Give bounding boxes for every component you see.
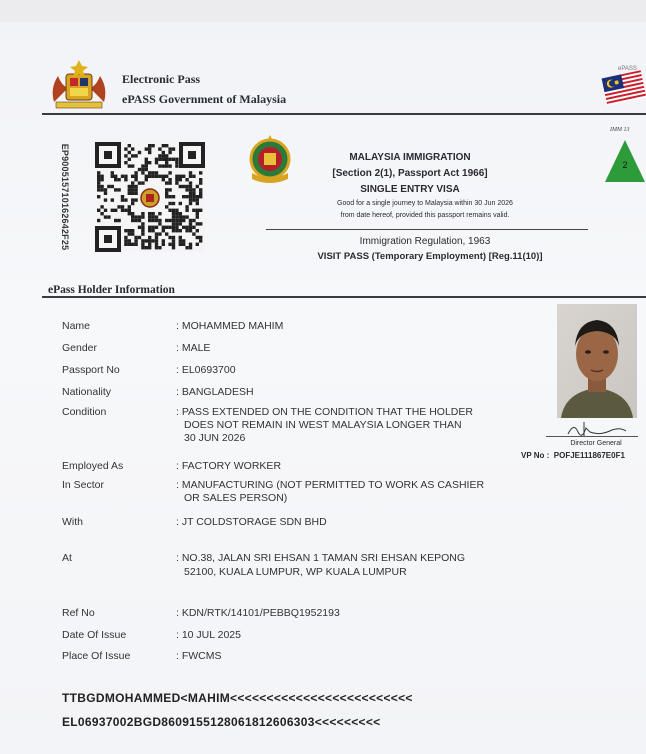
date-label: Date Of Issue xyxy=(62,629,127,641)
employed-label: Employed As xyxy=(62,460,124,472)
category-triangle-icon xyxy=(604,138,646,184)
passport-value: : EL0693700 xyxy=(176,364,236,376)
immigration-seal-icon xyxy=(246,133,294,185)
triangle-number: 2 xyxy=(622,160,628,170)
condition-line-3: 30 JUN 2026 xyxy=(184,432,246,444)
director-general-title: Director General xyxy=(570,440,622,447)
validity-line-1: Good for a single journey to Malaysia within 30 Jun 2026 xyxy=(337,200,513,207)
condition-label: Condition xyxy=(62,406,107,418)
gender-value: : MALE xyxy=(176,342,211,354)
holder-section-divider xyxy=(42,296,646,298)
header-divider xyxy=(42,113,646,115)
condition-line-1: : PASS EXTENDED ON THE CONDITION THAT THE HOLDER xyxy=(176,406,473,418)
ref-label: Ref No xyxy=(62,607,95,619)
mrz-line-2: EL06937002BGD8609155128061812606303<<<<<<<<< xyxy=(62,715,381,729)
document-title: Electronic Pass xyxy=(122,72,201,86)
immigration-regulation: Immigration Regulation, 1963 xyxy=(359,236,491,247)
condition-line-2: DOES NOT REMAIN IN WEST MALAYSIA LONGER THAN xyxy=(184,419,462,431)
mrz-line-1: TTBGDMOHAMMED<MAHIM<<<<<<<<<<<<<<<<<<<<<<<<< xyxy=(62,691,413,705)
place-value: : FWCMS xyxy=(176,650,222,662)
qr-code[interactable] xyxy=(95,142,205,252)
vp-label: VP No : xyxy=(521,451,550,460)
flag-tag: ePASS xyxy=(618,66,637,72)
nationality-label: Nationality xyxy=(62,386,112,398)
at-label: At xyxy=(62,552,72,564)
immigration-title: MALAYSIA IMMIGRATION xyxy=(349,152,471,163)
side-reference-number: EP900515710162642F25 xyxy=(60,143,70,251)
immigration-divider xyxy=(266,229,588,230)
with-value: : JT COLDSTORAGE SDN BHD xyxy=(176,516,327,528)
signature-line xyxy=(546,436,638,437)
malaysia-coat-of-arms-icon xyxy=(48,58,110,110)
pass-type: VISIT PASS (Temporary Employment) [Reg.11(10)] xyxy=(317,251,543,262)
sector-label: In Sector xyxy=(62,479,105,491)
visa-type: SINGLE ENTRY VISA xyxy=(360,184,460,195)
document-subtitle: ePASS Government of Malaysia xyxy=(122,92,287,106)
sector-line-2: OR SALES PERSON) xyxy=(184,492,288,504)
with-label: With xyxy=(62,516,83,528)
holder-section-title: ePass Holder Information xyxy=(48,284,175,296)
immigration-section: [Section 2(1), Passport Act 1966] xyxy=(332,168,488,179)
employed-value: : FACTORY WORKER xyxy=(176,460,282,472)
vp-number xyxy=(521,451,625,460)
validity-line-2: from date hereof, provided this passport remains valid. xyxy=(340,212,510,219)
ref-value: : KDN/RTK/14101/PEBBQ1952193 xyxy=(176,607,340,619)
name-value: : MOHAMMED MAHIM xyxy=(176,320,284,332)
sector-line-1: : MANUFACTURING (NOT PERMITTED TO WORK AS CASHIER xyxy=(176,479,485,491)
date-value: : 10 JUL 2025 xyxy=(176,629,241,641)
name-label: Name xyxy=(62,320,91,332)
vp-value: POFJE111867E0F1 xyxy=(553,451,625,460)
nationality-value: : BANGLADESH xyxy=(176,386,254,398)
place-label: Place Of Issue xyxy=(62,650,131,662)
passport-label: Passport No xyxy=(62,364,120,376)
at-line-1: : NO.38, JALAN SRI EHSAN 1 TAMAN SRI EHSAN KEPONG xyxy=(176,552,466,564)
at-line-2: 52100, KUALA LUMPUR, WP KUALA LUMPUR xyxy=(184,566,407,578)
holder-photo xyxy=(557,304,637,418)
form-code: IMM 13 xyxy=(610,127,630,133)
browser-top-bar xyxy=(0,0,646,22)
gender-label: Gender xyxy=(62,342,98,354)
